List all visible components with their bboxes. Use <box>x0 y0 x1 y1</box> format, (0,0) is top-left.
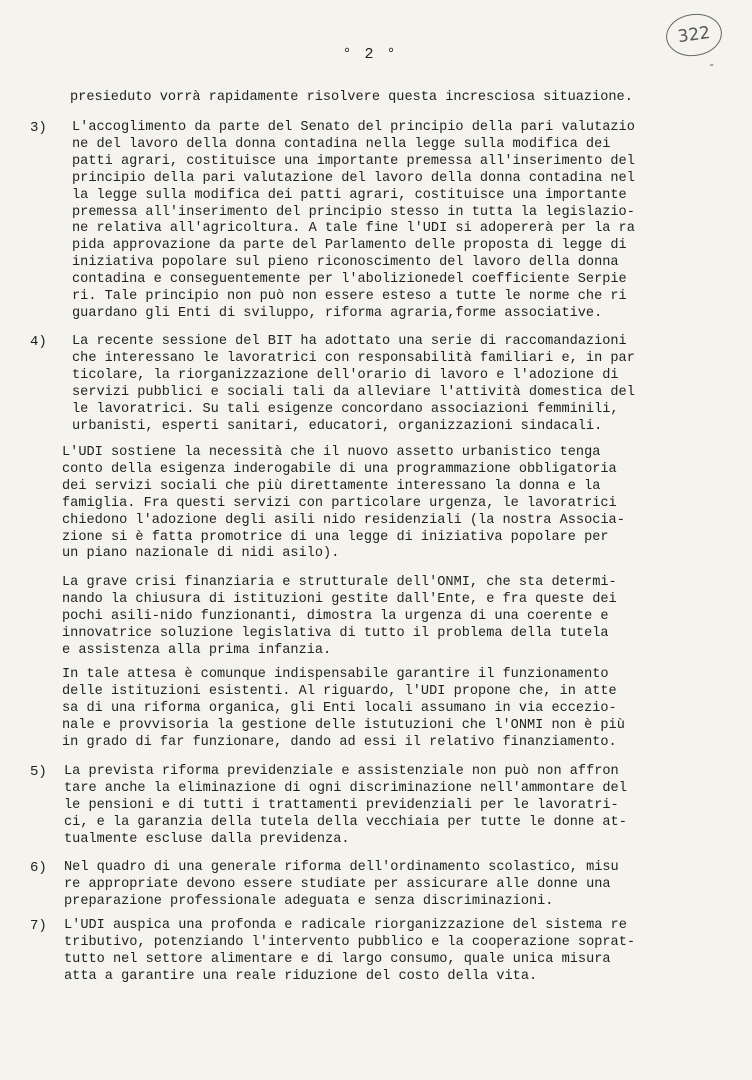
text-line: re appropriate devono essere studiate per assicurare alle donne una <box>64 876 611 892</box>
text-line: La recente sessione del BIT ha adottato una serie di raccomandazioni <box>72 334 627 349</box>
text-line: ticolare, la riorganizzazione dell'orario di lavoro e l'adozione di <box>72 367 619 383</box>
text-line: ci, e la garanzia della tutela della vecchiaia per tutte le donne at- <box>64 814 627 830</box>
text-line: pida approvazione da parte del Parlamento delle proposta di legge di <box>72 238 627 254</box>
text-line: che interessano le lavoratrici con responsabilità familiari e, in par <box>72 350 635 366</box>
text-line: in grado di far funzionare, dando ad essi il relativo finanziamento. <box>62 734 617 750</box>
text-line: principio della pari valutazione del lavoro della donna contadina nel <box>72 170 635 186</box>
text-line: In tale attesa è comunque indispensabile garantire il funzionamento <box>62 667 609 682</box>
text-line: iniziativa popolare sul pieno riconoscimento del lavoro della donna <box>72 255 619 271</box>
text-line: zione si è fatta promotrice di una legge di iniziativa popolare per <box>62 529 609 545</box>
text-line: Nel quadro di una generale riforma dell'ordinamento scolastico, misu <box>64 860 619 875</box>
archive-number-stamp: 322 <box>663 10 724 59</box>
item-marker: 6) <box>30 860 47 876</box>
paragraph <box>62 445 625 563</box>
text-line: ne del lavoro della donna contadina nella legge sulla modifica dei <box>72 136 611 152</box>
text-line: tare anche la eliminazione di ogni discriminazione nell'ammontare del <box>64 780 627 796</box>
text-line: pochi asili-nido funzionanti, dimostra la urgenza di una coerente e <box>62 608 609 624</box>
paragraph <box>64 764 627 849</box>
text-line: ne relativa all'agricoltura. A tale fine l'UDI si adopererà per la ra <box>72 221 635 237</box>
text-line: la legge sulla modifica dei patti agrari, costituisce una importante <box>72 187 627 203</box>
text-line: guardano gli Enti di sviluppo, riforma agraria,forme associative. <box>72 305 603 321</box>
text-line: premessa all'inserimento del principio stesso in tutta la legislazio- <box>72 204 635 220</box>
stamp-dash: - <box>708 58 716 72</box>
paragraph <box>70 90 633 107</box>
item-marker: 7) <box>30 918 47 934</box>
paragraph <box>64 918 635 986</box>
text-line: tributivo, potenziando l'intervento pubblico e la cooperazione soprat- <box>64 934 636 950</box>
text-line: dei servizi sociali che più direttamente interessano la donna e la <box>62 478 601 494</box>
paragraph <box>72 334 635 435</box>
text-line: nando la chiusura di istituzioni gestite dall'Ente, e fra queste dei <box>62 591 617 607</box>
text-line: conto della esigenza inderogabile di una programmazione obbligatoria <box>62 461 617 477</box>
paragraph <box>62 667 625 752</box>
text-line: tutto nel settore alimentare e di largo consumo, quale unica misura <box>64 951 611 967</box>
text-line: le lavoratrici. Su tali esigenze concordano associazioni femminili, <box>72 401 619 417</box>
text-line: presieduto vorrà rapidamente risolvere questa incresciosa situazione. <box>70 90 633 105</box>
text-line: L'UDI auspica una profonda e radicale riorganizzazione del sistema re <box>64 918 627 933</box>
text-line: L'accoglimento da parte del Senato del principio della pari valutazio <box>72 120 635 135</box>
text-line: sa di una riforma organica, gli Enti locali assumano in via eccezio- <box>62 700 617 716</box>
text-line: urbanisti, esperti sanitari, educatori, organizzazioni sindacali. <box>72 418 603 434</box>
text-line: un piano nazionale di nidi asilo). <box>62 546 340 562</box>
paragraph <box>64 860 619 911</box>
text-line: servizi pubblici e sociali tali da alleviare l'attività domestica del <box>72 384 635 400</box>
text-line: ri. Tale principio non può non essere esteso a tutte le norme che ri <box>72 289 627 305</box>
text-line: delle istituzioni esistenti. Al riguardo, l'UDI propone che, in atte <box>62 683 617 699</box>
text-line: chiedono l'adozione degli asili nido residenziali (la nostra Associa- <box>62 512 625 528</box>
text-line: preparazione professionale adeguata e senza discriminazioni. <box>64 893 554 909</box>
text-line: L'UDI sostiene la necessità che il nuovo assetto urbanistico tenga <box>62 445 601 460</box>
text-line: e assistenza alla prima infanzia. <box>62 642 332 658</box>
text-line: tualmente escluse dalla previdenza. <box>64 831 350 847</box>
text-line: famiglia. Fra questi servizi con particolare urgenza, le lavoratrici <box>62 495 617 511</box>
text-line: nale e provvisoria la gestione delle istutuzioni che l'ONMI non è più <box>62 717 625 733</box>
item-marker: 5) <box>30 764 47 780</box>
text-line: La prevista riforma previdenziale e assistenziale non può non affron <box>64 764 619 779</box>
text-line: le pensioni e di tutti i trattamenti previdenziali per le lavoratri- <box>64 797 619 813</box>
paragraph <box>72 120 635 323</box>
page-number: ° 2 ° <box>342 46 398 63</box>
text-line: patti agrari, costituisce una importante premessa all'inserimento del <box>72 153 635 169</box>
item-marker: 3) <box>30 120 47 136</box>
text-line: atta a garantire una reale riduzione del costo della vita. <box>64 968 538 984</box>
paragraph <box>62 575 617 660</box>
text-line: contadina e conseguentemente per l'abolizionedel coefficiente Serpie <box>72 272 627 288</box>
text-line: innovatrice soluzione legislativa di tutto il problema della tutela <box>62 625 609 641</box>
item-marker: 4) <box>30 334 47 350</box>
text-line: La grave crisi finanziaria e strutturale dell'ONMI, che sta determi- <box>62 575 617 590</box>
